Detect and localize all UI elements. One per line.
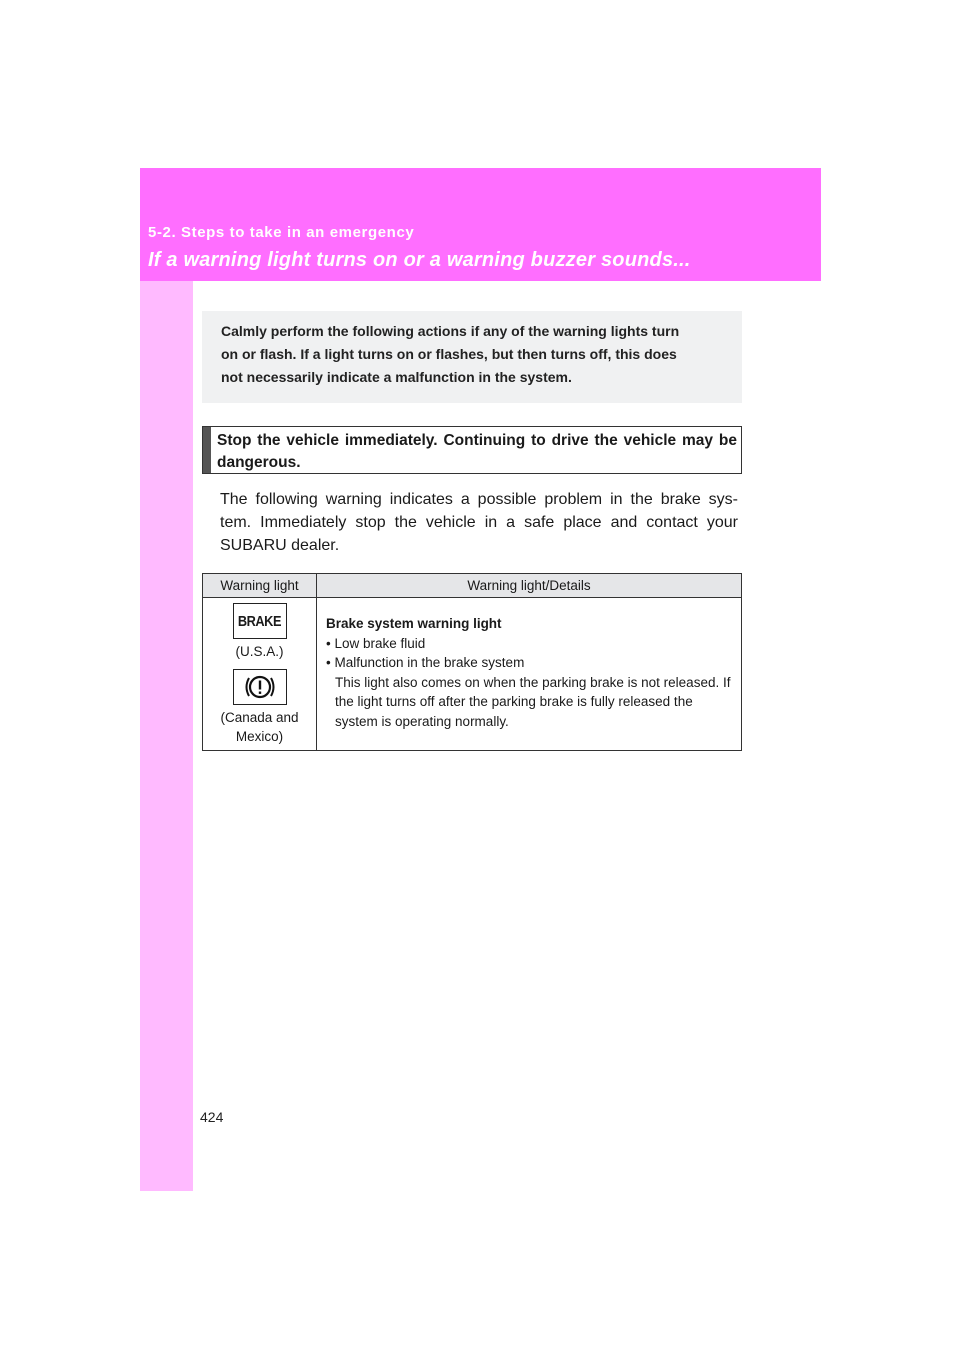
intro-line-1: Calmly perform the following actions if any of the warning lights turn <box>221 323 680 339</box>
detail-bullet-1: • Low brake fluid <box>326 635 426 651</box>
detail-note: This light also comes on when the parking brake is not released. If the light turns off after the parking brake is fully released the system is operating normally. <box>335 674 731 729</box>
alert-box <box>202 426 742 474</box>
details-cell <box>317 598 742 751</box>
exclamation-circle-icon <box>243 672 277 702</box>
intro-line-3: not necessarily indicate a malfunction in the system. <box>221 369 572 385</box>
detail-title: Brake system warning light <box>326 616 502 631</box>
side-tab-strip <box>140 281 193 1191</box>
intro-box <box>202 311 742 403</box>
detail-bullet-2: • Malfunction in the brake system <box>326 655 525 670</box>
body-paragraph: The following warning indicates a possible problem in the brake sys- tem. Immediately stop the vehicle in a safe place and contact your SUBARU dealer. <box>220 491 738 554</box>
warning-table <box>202 573 742 751</box>
region-canada-line: (Canada and <box>220 710 299 725</box>
alert-bar <box>203 427 211 473</box>
region-mexico-line: Mexico) <box>235 729 284 744</box>
brake-exclamation-circle-icon <box>233 669 287 705</box>
brake-icon-text: BRAKE <box>237 612 282 630</box>
region-canada-mexico <box>203 708 316 746</box>
column-header-details: Warning light/Details <box>317 574 742 598</box>
section-label: 5-2. Steps to take in an emergency <box>148 224 415 241</box>
intro-line-2: on or flash. If a light turns on or flashes, but then turns off, this does <box>221 346 677 362</box>
table-header-row <box>203 574 742 598</box>
page-title: If a warning light turns on or a warning buzzer sounds... <box>148 249 691 271</box>
table-row <box>203 598 742 751</box>
warning-light-cell <box>203 598 317 751</box>
page-number: 424 <box>200 1109 224 1125</box>
region-usa: (U.S.A.) <box>235 644 284 659</box>
brake-warning-icon <box>233 603 287 639</box>
alert-text: Stop the vehicle immediately. Continuing to drive the vehicle may be dangerous. <box>217 432 737 471</box>
column-header-warning-light: Warning light <box>203 574 317 598</box>
